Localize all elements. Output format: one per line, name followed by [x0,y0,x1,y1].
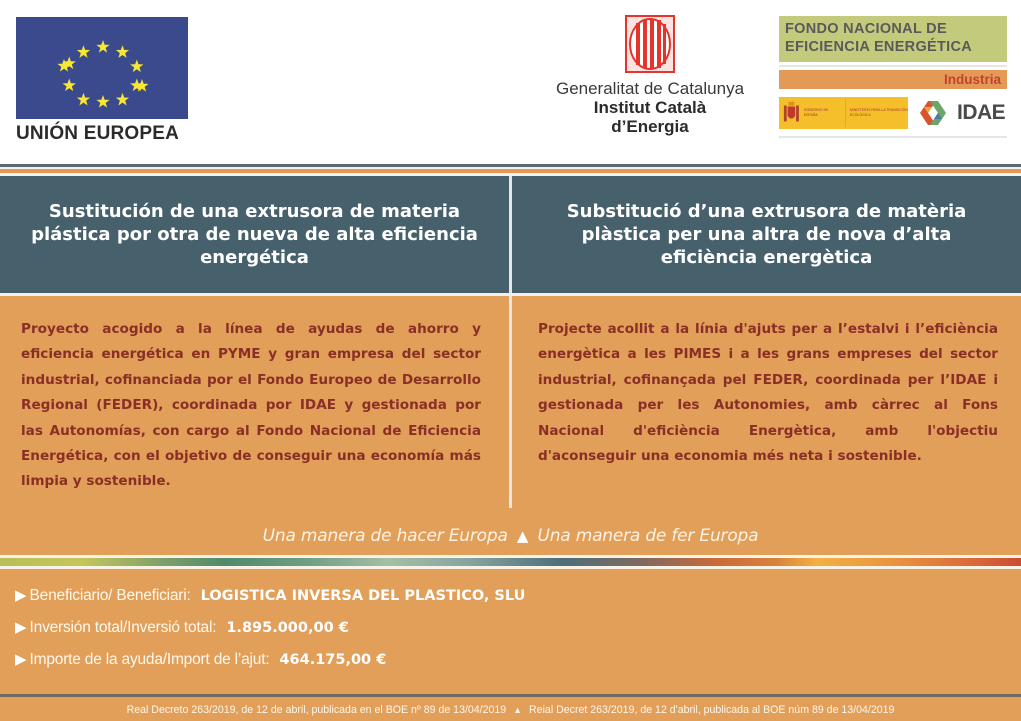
motto-spanish: Una manera de hacer Europa [262,526,508,546]
info-value: 464.175,00 € [279,652,387,668]
logo-header [0,0,1021,168]
gradient-bar-border [0,566,1021,569]
idae-label: IDAE [957,101,1006,124]
info-row-grant [15,650,715,682]
title-spanish: Sustitución de una extrusora de materia plástica por otra de nueva de alta eficiencia energética [31,201,478,268]
fnee-subtitle: Industria [779,70,1007,89]
institute-name-line1: Institut Català [593,98,707,117]
triangle-icon: ▲ [516,527,529,545]
footer-spanish: Real Decreto 263/2019, de 12 de abril, publicada en el BOE nº 89 de 13/04/2019 [126,704,507,716]
gradient-bar [0,558,1021,566]
divider [845,99,846,127]
generalitat-logo [530,15,770,136]
triangle-icon: ▲ [513,705,523,715]
ministerio-text: MINISTERIO PARA LA TRANSICIÓN ECOLÓGICA [849,108,908,117]
play-arrow-icon: ▶ [15,586,27,604]
info-label: Beneficiario/ Beneficiari: [29,587,191,604]
motto [0,524,1021,548]
sponsor-row [779,97,1007,129]
institute-name-line2: d’Energia [611,117,689,136]
info-row-investment [15,618,715,650]
motto-catalan: Una manera de fer Europa [537,526,759,546]
info-value: LOGISTICA INVERSA DEL PLASTICO, SLU [200,588,526,604]
info-value: 1.895.000,00 € [226,620,349,636]
column-divider [509,176,512,293]
idae-logo-icon [912,97,954,129]
description-catalan: Projecte acollit a la línia d'ajuts per a l’estalvi i l’eficiència energètica a les PIMES i a les grans empreses del sector industrial, cofinançada pel FEDER, coordinada per l’IDAE i gestionada per les Autonomies, amb càrrec al Fons Nacional d'eficiència Energètica, amb l'objectiu d'aconseguir una economia més neta i sostenible. [538,321,998,465]
spain-coat-of-arms-icon [782,100,801,126]
project-info-list [15,586,715,682]
generalitat-emblem-icon [625,15,675,73]
fnee-logo [779,16,1007,138]
gobierno-text: GOBIERNO DE ESPAÑA [803,108,829,117]
column-divider [509,296,512,508]
info-label: Importe de la ayuda/Import de l’ajut: [29,651,270,668]
title-catalan: Substitució d’una extrusora de matèria plàstica per una altra de nova d’alta eficiència energètica [566,201,967,268]
fnee-title-line1: FONDO NACIONAL DE [785,21,947,37]
info-row-beneficiary [15,586,715,618]
eu-label: UNIÓN EUROPEA [16,123,180,144]
divider [779,65,1007,67]
fnee-title [779,16,1007,62]
description-spanish: Proyecto acogido a la línea de ayudas de ahorro y eficiencia energética en PYME y gran empresa del sector industrial, cofinanciada por el Fondo Europeo de Desarrollo Regional (FEDER), coordinada por IDAE y gestionada por las Autonomías, con cargo al Fondo Nacional de Eficiencia Energética, con el objetivo de conseguir una economía más limpia y sostenible. [21,321,481,490]
gobierno-espana-logo [779,97,908,129]
generalitat-name: Generalitat de Catalunya [555,79,745,98]
footer-catalan: Reial Decret 263/2019, de 12 d'abril, publicada al BOE núm 89 de 13/04/2019 [529,704,895,716]
divider [779,136,1007,138]
footer-divider [0,694,1021,697]
play-arrow-icon: ▶ [15,618,27,636]
play-arrow-icon: ▶ [15,650,27,668]
eu-flag-icon [16,17,188,119]
info-label: Inversión total/Inversió total: [29,619,217,636]
footer-legal [0,703,1021,717]
eu-logo [16,17,190,145]
fnee-title-line2: EFICIENCIA ENERGÉTICA [785,39,973,55]
